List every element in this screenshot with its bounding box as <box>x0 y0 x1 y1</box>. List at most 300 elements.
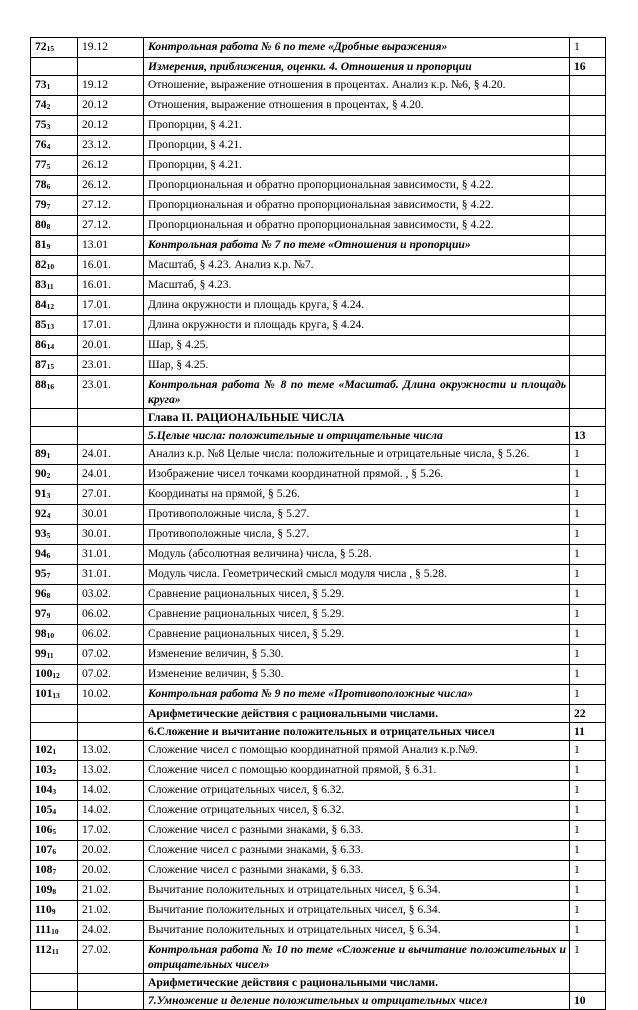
lesson-hours: 1 <box>570 585 606 605</box>
lesson-number-cell <box>31 296 78 316</box>
lesson-hours: 1 <box>570 505 606 525</box>
table-row <box>31 216 606 236</box>
lesson-subnumber: 5 <box>52 827 57 836</box>
lesson-number-cell <box>31 376 78 409</box>
lesson-hours: 1 <box>570 38 606 58</box>
table-row <box>31 974 606 992</box>
lesson-topic: Изображение чисел точками координатной прямой. , § 5.26. <box>144 465 570 485</box>
lesson-hours <box>570 316 606 336</box>
lesson-number-cell <box>31 801 78 821</box>
lesson-subnumber: 2 <box>46 471 51 480</box>
lesson-date: 27.02. <box>78 941 144 974</box>
table-row <box>31 781 606 801</box>
lesson-topic: Контрольная работа № 9 по теме «Противоположные числа» <box>144 685 570 705</box>
lesson-subnumber: 15 <box>46 362 55 371</box>
lesson-number: 95 <box>35 567 47 580</box>
lesson-date: 24.02. <box>78 921 144 941</box>
lesson-hours: 1 <box>570 861 606 881</box>
lesson-number: 84 <box>35 298 47 311</box>
lesson-number: 108 <box>35 863 53 876</box>
lesson-date: 23.01. <box>78 356 144 376</box>
lesson-number-cell <box>31 781 78 801</box>
lesson-subnumber: 10 <box>51 927 59 936</box>
lesson-subnumber: 9 <box>46 242 51 251</box>
lesson-hours: 1 <box>570 761 606 781</box>
lesson-hours <box>570 336 606 356</box>
table-row <box>31 665 606 685</box>
table-row <box>31 116 606 136</box>
lesson-number: 79 <box>35 198 47 211</box>
lesson-hours <box>570 136 606 156</box>
lesson-hours: 1 <box>570 685 606 705</box>
lesson-topic: 5.Целые числа: положительные и отрицательные числа <box>144 427 570 445</box>
lesson-number-cell <box>31 881 78 901</box>
table-row <box>31 841 606 861</box>
lesson-subnumber: 11 <box>51 947 59 956</box>
table-row <box>31 941 606 974</box>
table-row <box>31 505 606 525</box>
lesson-hours <box>570 216 606 236</box>
lesson-topic: Сложение чисел с помощью координатной прямой, § 6.31. <box>144 761 570 781</box>
lesson-number: 106 <box>35 823 53 836</box>
lesson-number: 94 <box>35 547 47 560</box>
lesson-number: 105 <box>35 803 53 816</box>
lesson-number-cell <box>31 941 78 974</box>
table-row <box>31 723 606 741</box>
lesson-subnumber: 16 <box>46 382 55 391</box>
table-row <box>31 256 606 276</box>
lesson-date: 23.01. <box>78 376 144 409</box>
lesson-number-cell <box>31 565 78 585</box>
lesson-subnumber: 13 <box>46 322 55 331</box>
lesson-subnumber: 6 <box>46 551 51 560</box>
lesson-topic: Противоположные числа, § 5.27. <box>144 525 570 545</box>
lesson-number: 104 <box>35 783 53 796</box>
lesson-number: 90 <box>35 467 47 480</box>
lesson-date: 30.01. <box>78 525 144 545</box>
lesson-topic: Контрольная работа № 7 по теме «Отношения и пропорции» <box>144 236 570 256</box>
lesson-date <box>78 992 144 1010</box>
lesson-date: 17.02. <box>78 821 144 841</box>
lesson-hours <box>570 356 606 376</box>
lesson-number: 83 <box>35 278 47 291</box>
lesson-number-cell <box>31 356 78 376</box>
lesson-date: 10.02. <box>78 685 144 705</box>
lesson-subnumber: 8 <box>52 887 57 896</box>
lesson-subnumber: 1 <box>52 747 57 756</box>
lesson-date: 27.01. <box>78 485 144 505</box>
lesson-number-cell <box>31 841 78 861</box>
lesson-hours <box>570 276 606 296</box>
lesson-number-cell <box>31 605 78 625</box>
lesson-number-cell <box>31 58 78 76</box>
lesson-topic: Сложение чисел с разными знаками, § 6.33. <box>144 861 570 881</box>
lesson-topic: Масштаб, § 4.23. <box>144 276 570 296</box>
lesson-hours: 10 <box>570 992 606 1010</box>
lesson-subnumber: 8 <box>46 591 51 600</box>
lesson-topic: Пропорциональная и обратно пропорциональная зависимости, § 4.22. <box>144 176 570 196</box>
lesson-subnumber: 7 <box>46 571 51 580</box>
table-row <box>31 465 606 485</box>
lesson-subnumber: 12 <box>46 302 55 311</box>
table-row <box>31 156 606 176</box>
lesson-number-cell <box>31 465 78 485</box>
lesson-hours: 13 <box>570 427 606 445</box>
lesson-subnumber: 6 <box>46 182 51 191</box>
lesson-subnumber: 1 <box>46 82 51 91</box>
lesson-number: 72 <box>35 40 47 53</box>
lesson-number-cell <box>31 76 78 96</box>
lesson-topic: Противоположные числа, § 5.27. <box>144 505 570 525</box>
lesson-topic: Шар, § 4.25. <box>144 356 570 376</box>
lesson-date: 17.01. <box>78 316 144 336</box>
lesson-date: 14.02. <box>78 781 144 801</box>
lesson-hours: 1 <box>570 525 606 545</box>
lesson-number-cell <box>31 921 78 941</box>
lesson-hours <box>570 96 606 116</box>
lesson-number-cell <box>31 196 78 216</box>
table-row <box>31 645 606 665</box>
lesson-topic: Координаты на прямой, § 5.26. <box>144 485 570 505</box>
lesson-number-cell <box>31 761 78 781</box>
lesson-subnumber: 1 <box>46 451 51 460</box>
lesson-hours <box>570 176 606 196</box>
table-row <box>31 427 606 445</box>
table-row <box>31 565 606 585</box>
lesson-number: 93 <box>35 527 47 540</box>
table-row <box>31 861 606 881</box>
lesson-number-cell <box>31 821 78 841</box>
lesson-date: 07.02. <box>78 665 144 685</box>
lesson-subnumber: 11 <box>46 282 54 291</box>
lesson-number: 80 <box>35 218 47 231</box>
lesson-number: 102 <box>35 743 53 756</box>
lesson-number: 110 <box>35 903 52 916</box>
lesson-hours: 1 <box>570 901 606 921</box>
lesson-hours: 1 <box>570 741 606 761</box>
lesson-topic: Сложение чисел с разными знаками, § 6.33. <box>144 821 570 841</box>
lesson-number: 107 <box>35 843 53 856</box>
lesson-subnumber: 2 <box>52 767 57 776</box>
lesson-subnumber: 5 <box>46 531 51 540</box>
lesson-number: 82 <box>35 258 47 271</box>
lesson-number: 101 <box>35 687 53 700</box>
lesson-hours <box>570 76 606 96</box>
lesson-topic: Сложение отрицательных чисел, § 6.32. <box>144 801 570 821</box>
table-row <box>31 585 606 605</box>
lesson-topic: Шар, § 4.25. <box>144 336 570 356</box>
lesson-number-cell <box>31 545 78 565</box>
table-row <box>31 821 606 841</box>
lesson-number-cell <box>31 176 78 196</box>
lesson-number: 85 <box>35 318 47 331</box>
lesson-hours <box>570 409 606 427</box>
lesson-number: 81 <box>35 238 47 251</box>
lesson-subnumber: 15 <box>46 44 55 53</box>
lesson-topic: Пропорциональная и обратно пропорциональная зависимости, § 4.22. <box>144 216 570 236</box>
table-row <box>31 761 606 781</box>
lesson-topic: Масштаб, § 4.23. Анализ к.р. №7. <box>144 256 570 276</box>
table-row <box>31 38 606 58</box>
lesson-number-cell <box>31 901 78 921</box>
lesson-number: 75 <box>35 118 47 131</box>
lesson-topic: Измерения, приближения, оценки. 4. Отношения и пропорции <box>144 58 570 76</box>
lesson-number: 99 <box>35 647 47 660</box>
lesson-date: 26.12 <box>78 156 144 176</box>
lesson-subnumber: 5 <box>46 162 51 171</box>
lesson-subnumber: 7 <box>46 202 51 211</box>
lesson-number-cell <box>31 38 78 58</box>
table-row <box>31 625 606 645</box>
lesson-subnumber: 4 <box>46 511 51 520</box>
lesson-date: 31.01. <box>78 565 144 585</box>
lesson-date <box>78 974 144 992</box>
lesson-subnumber: 14 <box>46 342 55 351</box>
lesson-number: 109 <box>35 883 53 896</box>
lesson-hours <box>570 116 606 136</box>
lesson-subnumber: 2 <box>46 102 51 111</box>
lesson-topic: Изменение величин, § 5.30. <box>144 645 570 665</box>
lesson-topic: Модуль числа. Геометрический смысл модуля числа , § 5.28. <box>144 565 570 585</box>
lesson-number-cell <box>31 216 78 236</box>
lesson-topic: Контрольная работа № 8 по теме «Масштаб. Длина окружности и площадь круга» <box>144 376 570 409</box>
table-row <box>31 525 606 545</box>
lesson-topic: Сравнение рациональных чисел, § 5.29. <box>144 585 570 605</box>
lesson-date: 19.12 <box>78 38 144 58</box>
lesson-hours: 1 <box>570 921 606 941</box>
lesson-hours: 1 <box>570 645 606 665</box>
lesson-topic: Изменение величин, § 5.30. <box>144 665 570 685</box>
lesson-number: 86 <box>35 338 47 351</box>
lesson-number-cell <box>31 445 78 465</box>
lesson-topic: Сложение чисел с помощью координатной прямой Анализ к.р.№9. <box>144 741 570 761</box>
lesson-number-cell <box>31 525 78 545</box>
lesson-hours: 1 <box>570 801 606 821</box>
lesson-date <box>78 705 144 723</box>
lesson-topic: Сравнение рациональных чисел, § 5.29. <box>144 605 570 625</box>
lesson-number: 78 <box>35 178 47 191</box>
lesson-number-cell <box>31 723 78 741</box>
lesson-hours <box>570 196 606 216</box>
lesson-number: 92 <box>35 507 47 520</box>
lesson-topic: Пропорции, § 4.21. <box>144 156 570 176</box>
lesson-date: 23.12. <box>78 136 144 156</box>
lesson-topic: Вычитание положительных и отрицательных чисел, § 6.34. <box>144 921 570 941</box>
lesson-hours: 1 <box>570 625 606 645</box>
lesson-number-cell <box>31 645 78 665</box>
lesson-date: 13.02. <box>78 761 144 781</box>
lesson-number-cell <box>31 316 78 336</box>
lesson-topic: 7.Умножение и деление положительных и отрицательных чисел <box>144 992 570 1010</box>
lesson-topic: Вычитание положительных и отрицательных чисел, § 6.34. <box>144 901 570 921</box>
lesson-topic: Модуль (абсолютная величина) числа, § 5.28. <box>144 545 570 565</box>
table-row <box>31 409 606 427</box>
lesson-number-cell <box>31 741 78 761</box>
lesson-topic: Контрольная работа № 10 по теме «Сложение и вычитание положительных и отрицательных чисел» <box>144 941 570 974</box>
lesson-subnumber: 4 <box>52 807 57 816</box>
lesson-plan-table <box>30 37 606 1010</box>
lesson-hours: 11 <box>570 723 606 741</box>
lesson-number: 73 <box>35 78 47 91</box>
table-row <box>31 921 606 941</box>
lesson-topic: Контрольная работа № 6 по теме «Дробные выражения» <box>144 38 570 58</box>
lesson-number-cell <box>31 974 78 992</box>
lesson-number-cell <box>31 236 78 256</box>
lesson-hours <box>570 256 606 276</box>
lesson-date: 20.01. <box>78 336 144 356</box>
lesson-hours: 1 <box>570 781 606 801</box>
lesson-number-cell <box>31 256 78 276</box>
lesson-date: 27.12. <box>78 216 144 236</box>
lesson-number-cell <box>31 665 78 685</box>
lesson-subnumber: 6 <box>52 847 57 856</box>
table-row <box>31 58 606 76</box>
lesson-subnumber: 3 <box>46 122 51 131</box>
lesson-date: 07.02. <box>78 645 144 665</box>
lesson-subnumber: 3 <box>52 787 57 796</box>
lesson-number-cell <box>31 116 78 136</box>
table-row <box>31 741 606 761</box>
lesson-hours: 1 <box>570 941 606 974</box>
lesson-hours: 1 <box>570 545 606 565</box>
lesson-date: 20.02. <box>78 861 144 881</box>
lesson-subnumber: 3 <box>46 491 51 500</box>
lesson-hours <box>570 974 606 992</box>
lesson-subnumber: 11 <box>46 651 54 660</box>
lesson-number: 97 <box>35 607 47 620</box>
lesson-number: 77 <box>35 158 47 171</box>
table-row <box>31 236 606 256</box>
lesson-topic: Арифметические действия с рациональными числами. <box>144 705 570 723</box>
lesson-number-cell <box>31 427 78 445</box>
lesson-topic: Сравнение рациональных чисел, § 5.29. <box>144 625 570 645</box>
lesson-date: 06.02. <box>78 605 144 625</box>
table-row <box>31 316 606 336</box>
lesson-number-cell <box>31 861 78 881</box>
lesson-hours: 1 <box>570 465 606 485</box>
lesson-number-cell <box>31 485 78 505</box>
table-row <box>31 801 606 821</box>
lesson-hours: 1 <box>570 821 606 841</box>
lesson-number: 91 <box>35 487 47 500</box>
lesson-number: 76 <box>35 138 47 151</box>
lesson-number-cell <box>31 625 78 645</box>
lesson-hours: 1 <box>570 841 606 861</box>
lesson-topic: Вычитание положительных и отрицательных чисел, § 6.34. <box>144 881 570 901</box>
lesson-subnumber: 10 <box>46 262 55 271</box>
table-row <box>31 196 606 216</box>
lesson-number-cell <box>31 585 78 605</box>
lesson-hours: 1 <box>570 565 606 585</box>
lesson-date <box>78 58 144 76</box>
lesson-topic: Пропорции, § 4.21. <box>144 136 570 156</box>
lesson-number-cell <box>31 705 78 723</box>
lesson-subnumber: 13 <box>52 691 60 700</box>
table-row <box>31 705 606 723</box>
lesson-hours: 1 <box>570 665 606 685</box>
lesson-topic: Отношение, выражение отношения в процентах. Анализ к.р. №6, § 4.20. <box>144 76 570 96</box>
lesson-topic: Анализ к.р. №8 Целые числа: положительные и отрицательные числа, § 5.26. <box>144 445 570 465</box>
lesson-date: 20.02. <box>78 841 144 861</box>
lesson-hours: 1 <box>570 485 606 505</box>
lesson-date <box>78 723 144 741</box>
lesson-number-cell <box>31 992 78 1010</box>
table-row <box>31 685 606 705</box>
lesson-date: 21.02. <box>78 901 144 921</box>
lesson-date: 27.12. <box>78 196 144 216</box>
lesson-date: 19.12 <box>78 76 144 96</box>
table-row <box>31 992 606 1010</box>
lesson-date: 16.01. <box>78 256 144 276</box>
table-row <box>31 76 606 96</box>
lesson-subnumber: 10 <box>46 631 55 640</box>
lesson-date: 14.02. <box>78 801 144 821</box>
lesson-hours <box>570 156 606 176</box>
lesson-date: 03.02. <box>78 585 144 605</box>
lesson-date: 26.12. <box>78 176 144 196</box>
lesson-date: 20.12 <box>78 96 144 116</box>
lesson-hours <box>570 296 606 316</box>
lesson-number-cell <box>31 409 78 427</box>
lesson-topic: Пропорциональная и обратно пропорциональная зависимости, § 4.22. <box>144 196 570 216</box>
lesson-hours: 22 <box>570 705 606 723</box>
lesson-date: 13.02. <box>78 741 144 761</box>
table-row <box>31 276 606 296</box>
lesson-number-cell <box>31 336 78 356</box>
lesson-number: 89 <box>35 447 47 460</box>
lesson-number-cell <box>31 96 78 116</box>
lesson-number-cell <box>31 276 78 296</box>
lesson-date: 17.01. <box>78 296 144 316</box>
table-row <box>31 605 606 625</box>
table-row <box>31 901 606 921</box>
lesson-subnumber: 9 <box>51 907 56 916</box>
table-row <box>31 445 606 465</box>
lesson-number: 74 <box>35 98 47 111</box>
lesson-hours: 1 <box>570 605 606 625</box>
lesson-number: 103 <box>35 763 53 776</box>
lesson-topic: Пропорции, § 4.21. <box>144 116 570 136</box>
lesson-number: 98 <box>35 627 47 640</box>
lesson-subnumber: 8 <box>46 222 51 231</box>
table-row <box>31 176 606 196</box>
lesson-hours: 16 <box>570 58 606 76</box>
lesson-number: 87 <box>35 358 47 371</box>
lesson-date <box>78 409 144 427</box>
lesson-hours: 1 <box>570 445 606 465</box>
lesson-number: 96 <box>35 587 47 600</box>
lesson-number: 88 <box>35 378 47 391</box>
lesson-number-cell <box>31 156 78 176</box>
lesson-date: 06.02. <box>78 625 144 645</box>
lesson-topic: Глава II. РАЦИОНАЛЬНЫЕ ЧИСЛА <box>144 409 570 427</box>
lesson-topic: Сложение чисел с разными знаками, § 6.33. <box>144 841 570 861</box>
lesson-topic: Сложение отрицательных чисел, § 6.32. <box>144 781 570 801</box>
lesson-date: 13.01 <box>78 236 144 256</box>
table-row <box>31 545 606 565</box>
lesson-topic: 6.Сложение и вычитание положительных и отрицательных чисел <box>144 723 570 741</box>
table-row <box>31 356 606 376</box>
table-row <box>31 96 606 116</box>
lesson-hours <box>570 376 606 409</box>
lesson-date: 20.12 <box>78 116 144 136</box>
lesson-topic: Длина окружности и площадь круга, § 4.24. <box>144 316 570 336</box>
lesson-date: 31.01. <box>78 545 144 565</box>
lesson-subnumber: 9 <box>46 611 51 620</box>
lesson-topic: Арифметические действия с рациональными числами. <box>144 974 570 992</box>
lesson-date: 16.01. <box>78 276 144 296</box>
table-row <box>31 881 606 901</box>
